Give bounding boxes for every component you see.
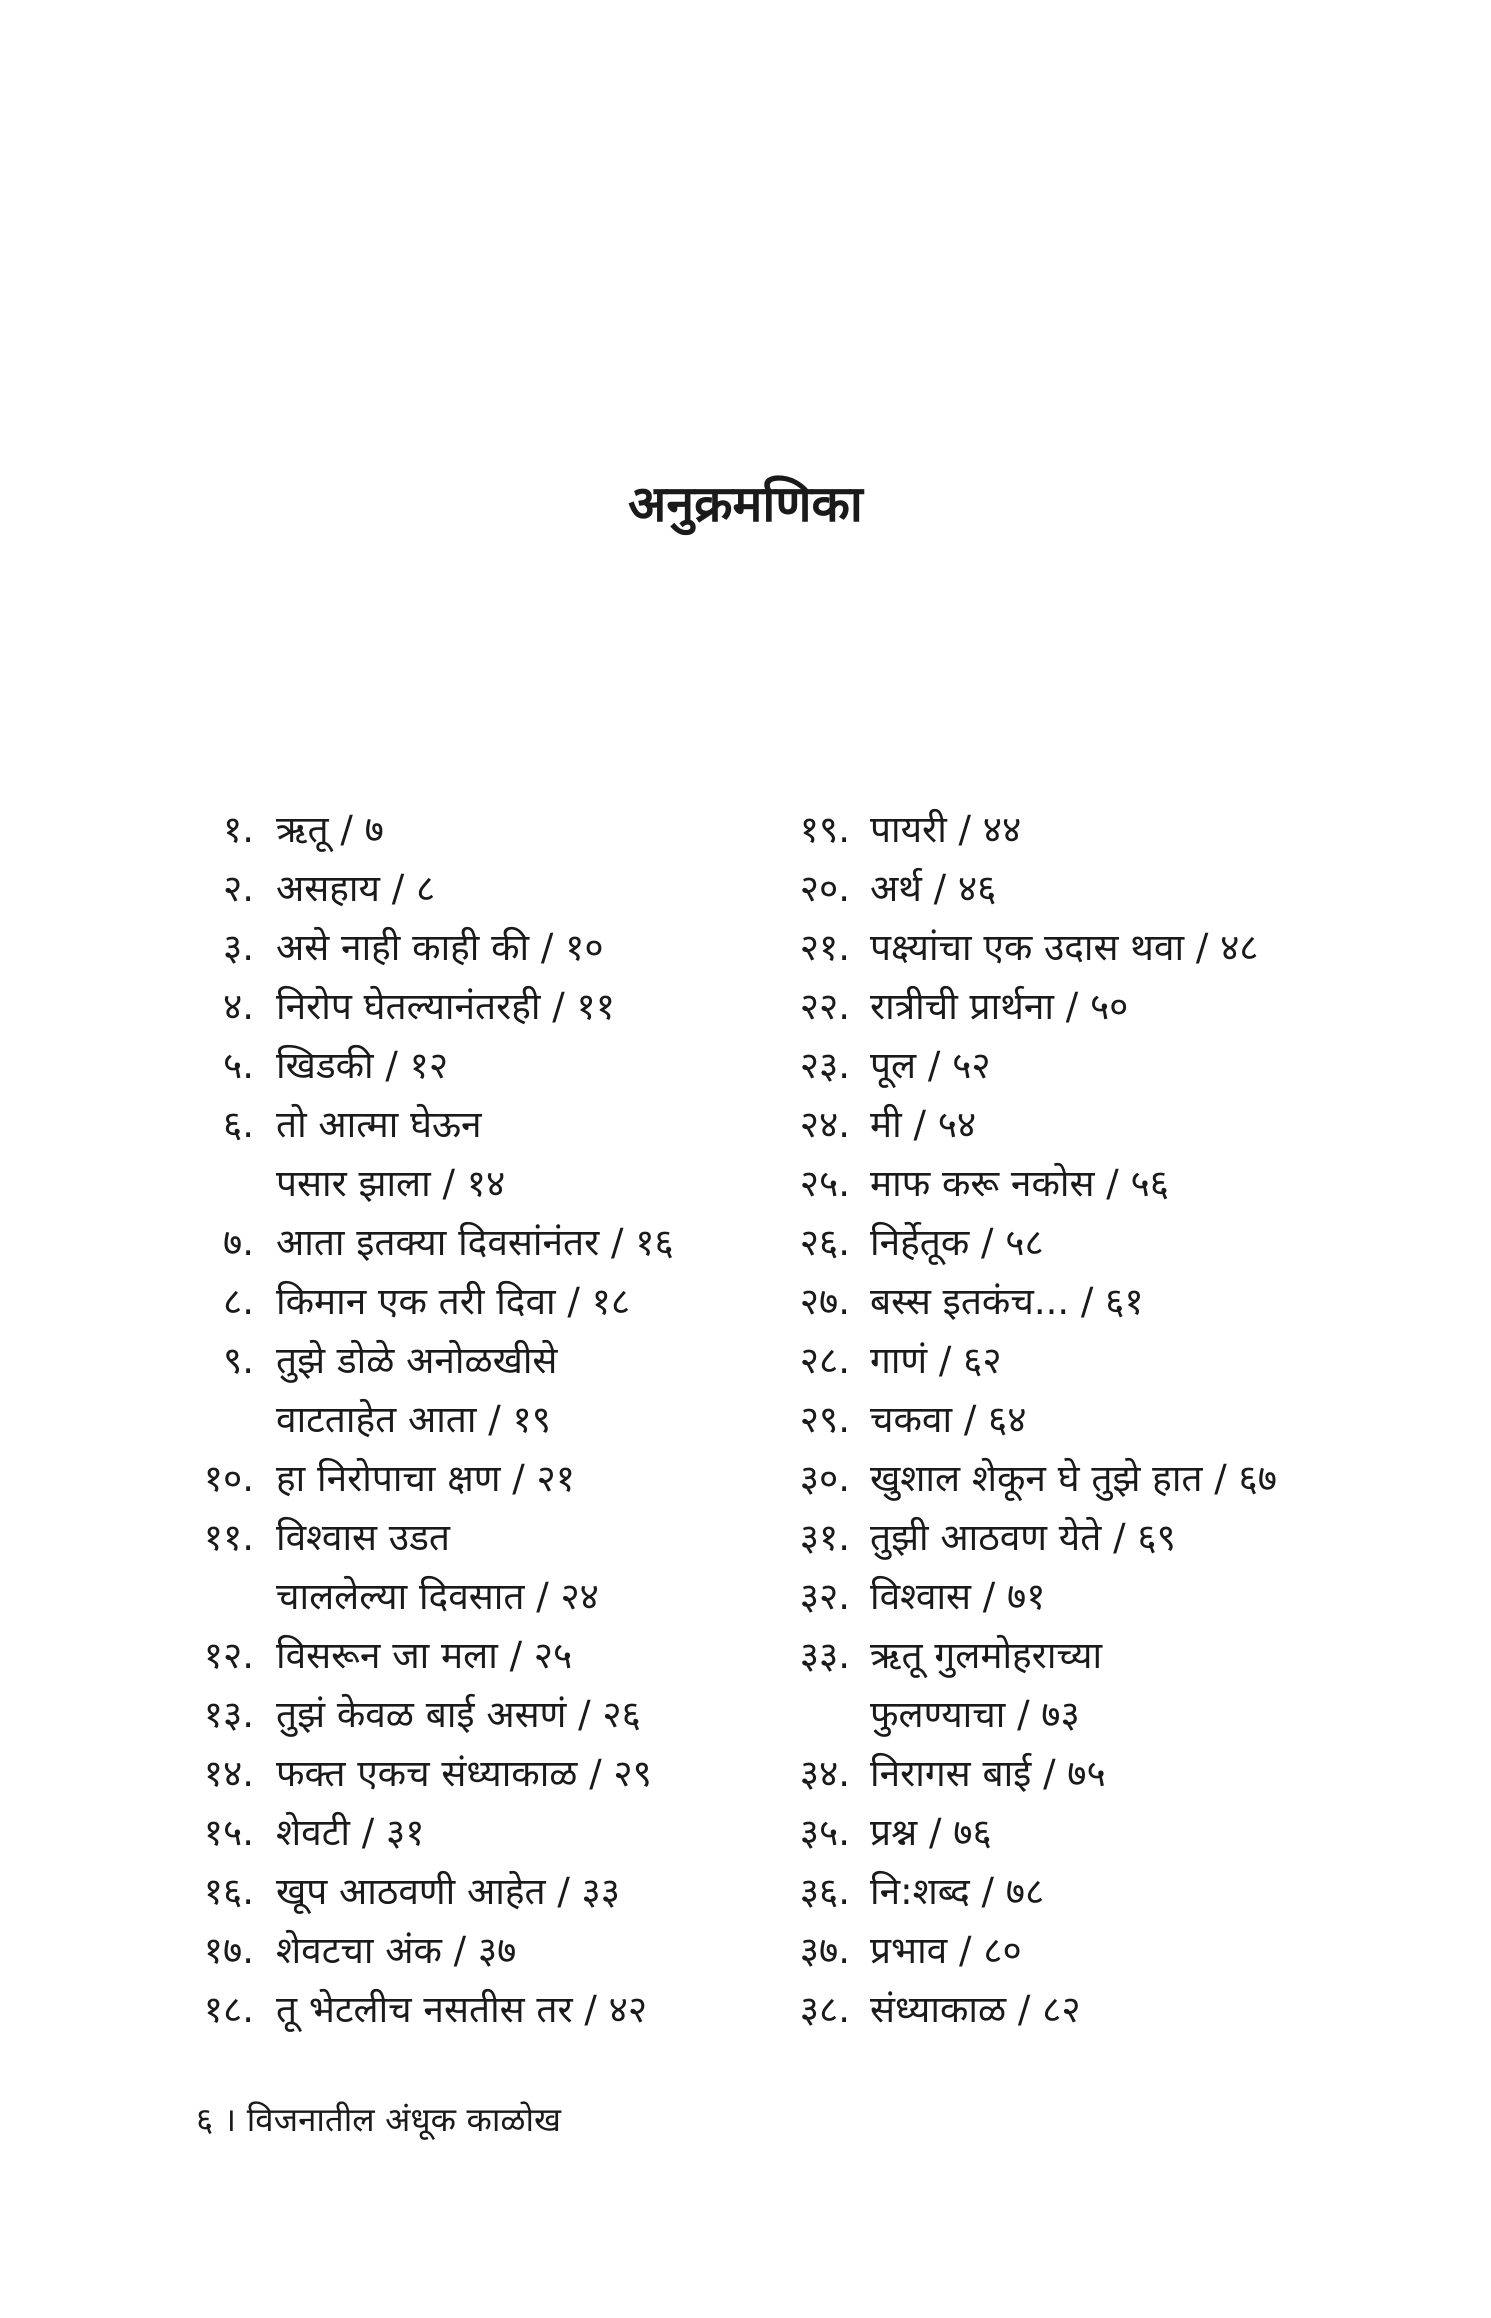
toc-entry xyxy=(782,1449,1472,1508)
toc-entry-line xyxy=(782,1272,1472,1331)
toc-entry xyxy=(782,1744,1472,1803)
toc-entry-line xyxy=(186,1685,746,1744)
toc-entry-line xyxy=(186,1508,746,1567)
toc-entry-title: तुझं केवळ बाई असणं / २६ xyxy=(276,1693,641,1736)
toc-entry-number: १५. xyxy=(203,1811,254,1854)
toc-entry xyxy=(782,1036,1472,1095)
toc-entry-title: विश्वास / ७१ xyxy=(870,1575,1046,1618)
toc-entry-line xyxy=(186,1331,746,1390)
toc-entry-number: ४. xyxy=(222,985,254,1028)
toc-entry xyxy=(186,1331,746,1449)
toc-entry xyxy=(186,1803,746,1862)
toc-entry-indent xyxy=(782,1685,870,1744)
toc-entry-title: असे नाही काही की / १० xyxy=(276,926,604,969)
toc-entry-title: वाटताहेत आता / १९ xyxy=(276,1398,551,1441)
toc-entry-number: ३. xyxy=(222,926,254,969)
toc-entry-number: २१. xyxy=(799,926,850,969)
toc-entry xyxy=(186,1095,746,1213)
toc-entry-title: निरोप घेतल्यानंतरही / ११ xyxy=(276,985,615,1028)
toc-entry xyxy=(186,1685,746,1744)
toc-entry-title: शेवटचा अंक / ३७ xyxy=(276,1929,517,1972)
toc-entry-number: १६. xyxy=(203,1870,254,1913)
toc-entry-title: ऋतू / ७ xyxy=(276,808,384,851)
toc-entry-number: १३. xyxy=(203,1693,254,1736)
toc-entry-title: हा निरोपाचा क्षण / २१ xyxy=(276,1457,576,1500)
toc-entry-number: १०. xyxy=(203,1457,254,1500)
toc-entry-line xyxy=(186,1862,746,1921)
toc-entry-title: ऋतू गुलमोहराच्या xyxy=(870,1634,1103,1677)
toc-entry-title: विसरून जा मला / २५ xyxy=(276,1634,573,1677)
toc-entry-title: तो आत्मा घेऊन xyxy=(276,1103,482,1146)
toc-entry-title: पसार झाला / १४ xyxy=(276,1162,506,1205)
toc-entry-indent xyxy=(186,1390,276,1449)
footer-book-title: विजनातील अंधूक काळोख xyxy=(246,2100,562,2139)
toc-entry-number: ३४. xyxy=(799,1752,850,1795)
footer-separator: । xyxy=(223,2100,237,2139)
toc-entry-line xyxy=(782,800,1472,859)
toc-entry-number: १९. xyxy=(799,808,850,851)
toc-entry-line xyxy=(782,1095,1472,1154)
toc-entry xyxy=(782,859,1472,918)
toc-entry-number: ७. xyxy=(222,1221,254,1264)
toc-entry-line xyxy=(782,1331,1472,1390)
toc-entry-line xyxy=(186,1449,746,1508)
toc-entry xyxy=(782,1567,1472,1626)
toc-entry-line xyxy=(782,1744,1472,1803)
toc-entry-number: २२. xyxy=(799,985,850,1028)
toc-entry xyxy=(186,1508,746,1626)
page-footer xyxy=(196,2096,561,2141)
toc-entry xyxy=(782,1980,1472,2039)
toc-entry-title: प्रश्न / ७६ xyxy=(870,1811,992,1854)
toc-entry-line xyxy=(782,1862,1472,1921)
toc-entry-line xyxy=(782,918,1472,977)
toc-entry-line xyxy=(782,1567,1472,1626)
toc-entry xyxy=(186,1626,746,1685)
toc-entry xyxy=(186,1862,746,1921)
toc-entry xyxy=(782,918,1472,977)
toc-entry-number: १. xyxy=(222,808,254,851)
toc-entry-line xyxy=(186,977,746,1036)
page-title: अनुक्रमणिका xyxy=(628,475,863,533)
toc-entry-line xyxy=(186,1803,746,1862)
toc-entry-title: शेवटी / ३१ xyxy=(276,1811,425,1854)
toc-entry-title: निरागस बाई / ७५ xyxy=(870,1752,1106,1795)
toc-entry-line xyxy=(782,1213,1472,1272)
toc-entry-number: ११. xyxy=(203,1516,254,1559)
toc-entry-line xyxy=(782,1036,1472,1095)
toc-entry-number: ३८. xyxy=(799,1988,850,2031)
toc-entry-number: १४. xyxy=(203,1752,254,1795)
toc-entry-title: मी / ५४ xyxy=(870,1103,977,1146)
toc-entry xyxy=(186,1272,746,1331)
toc-entry xyxy=(782,1095,1472,1154)
toc-entry-number: ५. xyxy=(222,1044,254,1087)
toc-entry xyxy=(782,977,1472,1036)
toc-entry-number: २८. xyxy=(799,1339,850,1382)
toc-entry-line xyxy=(782,1803,1472,1862)
toc-column-left xyxy=(186,800,746,2039)
toc-entry xyxy=(186,859,746,918)
toc-entry xyxy=(782,1331,1472,1390)
toc-entry-number: २६. xyxy=(799,1221,850,1264)
toc-entry-number: ३७. xyxy=(799,1929,850,1972)
toc-entry-title: बस्स इतकंच... / ६१ xyxy=(870,1280,1144,1323)
toc-entry-number: २९. xyxy=(799,1398,850,1441)
toc-entry-number: १७. xyxy=(203,1929,254,1972)
toc-entry-number: ३३. xyxy=(799,1634,850,1677)
toc-entry xyxy=(186,977,746,1036)
toc-entry-title: पक्ष्यांचा एक उदास थवा / ४८ xyxy=(870,926,1259,969)
toc-entry-title: तू भेटलीच नसतीस तर / ४२ xyxy=(276,1988,648,2031)
toc-entry xyxy=(782,1626,1472,1744)
toc-entry-title: पायरी / ४४ xyxy=(870,808,1022,851)
toc-entry-line xyxy=(186,918,746,977)
toc-entry-number: ६. xyxy=(222,1103,254,1146)
toc-entry-title: फक्त एकच संध्याकाळ / २९ xyxy=(276,1752,652,1795)
toc-entry-line xyxy=(186,859,746,918)
toc-entry-line xyxy=(186,1744,746,1803)
toc-entry-title: पूल / ५२ xyxy=(870,1044,991,1087)
toc-entry xyxy=(782,1862,1472,1921)
toc-entry-number: २३. xyxy=(799,1044,850,1087)
toc-entry-title: खिडकी / १२ xyxy=(276,1044,449,1087)
toc-entry xyxy=(782,1213,1472,1272)
toc-entry-line xyxy=(186,1154,746,1213)
toc-entry-title: रात्रीची प्रार्थना / ५० xyxy=(870,985,1129,1028)
toc-entry-line xyxy=(186,1921,746,1980)
toc-entry-number: २५. xyxy=(799,1162,850,1205)
toc-entry xyxy=(186,1036,746,1095)
toc-entry xyxy=(782,1508,1472,1567)
toc-entry xyxy=(186,800,746,859)
toc-entry-title: नि:शब्द / ७८ xyxy=(870,1870,1045,1913)
toc-entry-title: निर्हेतूक / ५८ xyxy=(870,1221,1044,1264)
toc-entry xyxy=(782,800,1472,859)
toc-entry-number: ३१. xyxy=(799,1516,850,1559)
toc-entry xyxy=(782,1921,1472,1980)
toc-column-right xyxy=(782,800,1472,2039)
toc-entry xyxy=(782,1803,1472,1862)
toc-entry-title: विश्वास उडत xyxy=(276,1516,450,1559)
toc-entry-title: फुलण्याचा / ७३ xyxy=(870,1693,1080,1736)
toc-entry-number: ९. xyxy=(222,1339,254,1382)
toc-entry-line xyxy=(782,1154,1472,1213)
toc-entry-title: संध्याकाळ / ८२ xyxy=(870,1988,1081,2031)
toc-entry-indent xyxy=(186,1154,276,1213)
toc-entry-number: ३२. xyxy=(799,1575,850,1618)
toc-entry-title: अर्थ / ४६ xyxy=(870,867,997,910)
toc-entry-number: १२. xyxy=(203,1634,254,1677)
toc-entry-title: प्रभाव / ८० xyxy=(870,1929,1022,1972)
toc-entry-number: २०. xyxy=(799,867,850,910)
toc-entry-title: माफ करू नकोस / ५६ xyxy=(870,1162,1169,1205)
toc-entry-number: २७. xyxy=(799,1280,850,1323)
footer-page-number: ६ xyxy=(196,2100,214,2139)
toc-entry-indent xyxy=(186,1567,276,1626)
toc-entry-line xyxy=(782,977,1472,1036)
toc-entry-title: गाणं / ६२ xyxy=(870,1339,1002,1382)
toc-entry-number: ३०. xyxy=(799,1457,850,1500)
toc-entry-line xyxy=(186,1036,746,1095)
toc-entry-number: २४. xyxy=(799,1103,850,1146)
toc-entry-line xyxy=(782,1685,1472,1744)
toc-entry-line xyxy=(782,1449,1472,1508)
toc-entry-line xyxy=(186,800,746,859)
toc-entry-number: १८. xyxy=(203,1988,254,2031)
toc-entry-line xyxy=(782,1980,1472,2039)
toc-entry xyxy=(186,1921,746,1980)
toc-entry-line xyxy=(782,1508,1472,1567)
toc-entry-line xyxy=(186,1272,746,1331)
toc-entry xyxy=(186,918,746,977)
toc-entry-line xyxy=(782,1626,1472,1685)
toc-entry xyxy=(782,1390,1472,1449)
toc-entry xyxy=(782,1272,1472,1331)
toc-entry-title: चकवा / ६४ xyxy=(870,1398,1027,1441)
toc-entry-line xyxy=(782,1390,1472,1449)
toc-entry-line xyxy=(782,859,1472,918)
toc-entry-line xyxy=(186,1213,746,1272)
toc-entry-title: खूप आठवणी आहेत / ३३ xyxy=(276,1870,621,1913)
toc-entry xyxy=(186,1449,746,1508)
toc-entry-title: आता इतक्या दिवसांनंतर / १६ xyxy=(276,1221,674,1264)
toc-entry-line xyxy=(186,1980,746,2039)
toc-entry-number: ८. xyxy=(222,1280,254,1323)
toc-entry-title: तुझे डोळे अनोळखीसे xyxy=(276,1339,558,1382)
toc-entry-title: किमान एक तरी दिवा / १८ xyxy=(276,1280,631,1323)
toc-entry xyxy=(186,1980,746,2039)
toc-entry-title: खुशाल शेकून घे तुझे हात / ६७ xyxy=(870,1457,1277,1500)
toc-entry-line xyxy=(186,1567,746,1626)
toc-entry xyxy=(782,1154,1472,1213)
toc-entry-line xyxy=(186,1095,746,1154)
toc-entry-number: २. xyxy=(222,867,254,910)
toc-entry-line xyxy=(186,1390,746,1449)
toc-entry-number: ३६. xyxy=(799,1870,850,1913)
toc-entry-title: तुझी आठवण येते / ६९ xyxy=(870,1516,1176,1559)
toc-entry-line xyxy=(186,1626,746,1685)
toc-entry xyxy=(186,1744,746,1803)
toc-entry-title: असहाय / ८ xyxy=(276,867,436,910)
toc-entry-line xyxy=(782,1921,1472,1980)
toc-entry-title: चाललेल्या दिवसात / २४ xyxy=(276,1575,599,1618)
toc-entry-number: ३५. xyxy=(799,1811,850,1854)
toc-entry xyxy=(186,1213,746,1272)
